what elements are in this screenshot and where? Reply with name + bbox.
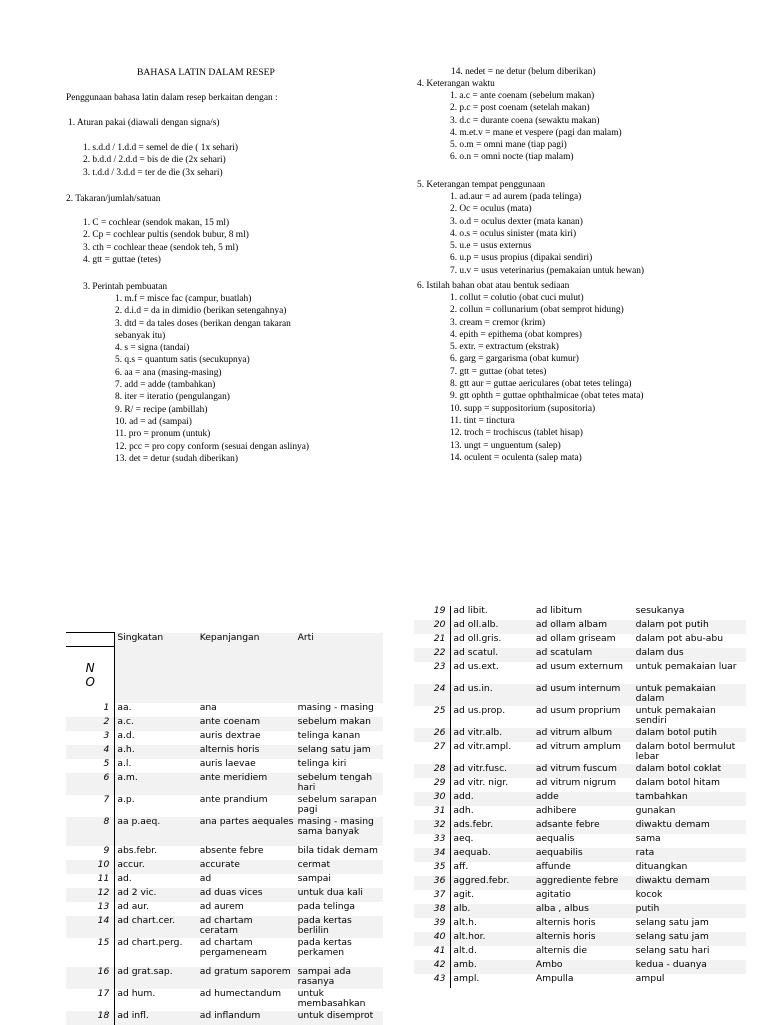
list-item: 3. cth = cochlear theae (sendok teh, 5 ml) xyxy=(83,242,239,253)
table-row xyxy=(414,960,746,974)
table-row xyxy=(414,834,746,848)
expansion-cell: ante coenam xyxy=(198,717,296,731)
table-row xyxy=(414,848,746,862)
intro-text: Penggunaan bahasa latin dalam resep berkaitan dengan : xyxy=(66,93,278,103)
list-item: 6. o.n = omni nocte (tiap malam) xyxy=(450,152,574,163)
row-number: 15 xyxy=(97,936,110,948)
table-row xyxy=(414,974,746,988)
row-number: 12 xyxy=(66,888,115,902)
expansion-cell: ad ollam albam xyxy=(534,620,634,634)
meaning-cell: selang satu jam xyxy=(634,932,746,946)
header-kepanjangan: Kepanjangan xyxy=(198,633,296,647)
list-item: 11. pro = pronum (untuk) xyxy=(115,429,211,440)
meaning-cell: dalam botol bermulut lebar xyxy=(635,741,736,763)
abbreviation-cell: alb. xyxy=(451,904,534,918)
row-number: 32 xyxy=(414,820,451,834)
list-item: 4. o.s = oculus sinister (mata kiri) xyxy=(450,228,577,239)
row-number: 39 xyxy=(433,917,446,928)
expansion-cell: ad vitrum fuscum xyxy=(534,764,634,778)
meaning-cell: masing - masing xyxy=(297,701,374,713)
table-row xyxy=(414,918,746,932)
abbreviation-cell: ad libit. xyxy=(451,606,534,620)
meaning-cell: sesukanya xyxy=(635,605,685,616)
list-item: 2. Oc = oculus (mata) xyxy=(450,204,532,215)
meaning-cell: dalam pot putih xyxy=(634,620,746,634)
row-number: 38 xyxy=(414,904,451,918)
row-number: 22 xyxy=(414,648,451,662)
table-row xyxy=(66,717,383,731)
row-number: 9 xyxy=(103,844,110,856)
list-item: 13. det = detur (sudah diberikan) xyxy=(115,453,238,464)
list-item: 3. d.c = durante coena (sewaktu makan) xyxy=(450,115,600,126)
table-row xyxy=(66,967,383,989)
header-no: N O xyxy=(66,647,115,703)
row-number: 17 xyxy=(97,987,110,999)
expansion-cell: aequalis xyxy=(535,833,575,844)
row-number: 31 xyxy=(433,805,446,816)
expansion-cell: ana partes aequales xyxy=(198,817,296,846)
section-heading: 3. Perintah pembuatan xyxy=(83,282,168,292)
table-row xyxy=(414,706,746,728)
abbreviation-cell: a.m. xyxy=(115,773,198,795)
abbreviation-cell: ads.febr. xyxy=(451,820,534,834)
table-row xyxy=(414,820,746,834)
meaning-cell: rata xyxy=(634,848,746,862)
meaning-cell: dalam botol hitam xyxy=(635,777,720,788)
list-item: 2. Cp = cochlear pultis (sendok bubur, 8 ml) xyxy=(83,230,249,241)
abbreviation-cell: ad aur. xyxy=(115,902,198,916)
table-row xyxy=(414,728,746,742)
abbreviation-cell: a.d. xyxy=(115,731,198,745)
row-number: 29 xyxy=(433,777,446,788)
list-item: 2. b.d.d / 2.d.d = bis de die (2x sehari) xyxy=(83,155,226,166)
expansion-cell: adhibere xyxy=(535,805,577,816)
list-item: 14. nedet = ne detur (belum diberikan) xyxy=(451,67,596,77)
section2-list xyxy=(83,217,249,266)
section-heading: 4. Keterangan waktu xyxy=(417,79,495,89)
expansion-cell: accurate xyxy=(198,860,296,874)
row-number: 37 xyxy=(433,889,446,900)
list-item: 1. collut = colutio (obat cuci mulut) xyxy=(450,293,584,303)
expansion-cell: absente febre xyxy=(199,844,264,856)
expansion-cell: ad humectandum xyxy=(199,987,282,999)
list-item: 5. q.s = quantum satis (secukupnya) xyxy=(115,355,250,366)
expansion-cell: auris dextrae xyxy=(199,729,261,741)
abbreviation-cell: abs.febr. xyxy=(115,846,198,860)
meaning-cell: telinga kanan xyxy=(297,729,361,741)
table-row xyxy=(414,606,746,620)
row-number: 42 xyxy=(414,960,451,974)
expansion-cell: ante meridiem xyxy=(198,773,296,795)
abbreviation-cell: amb. xyxy=(451,960,534,974)
table-row xyxy=(66,989,383,1011)
row-number: 18 xyxy=(66,1011,115,1025)
section6-list xyxy=(450,292,644,464)
table-row xyxy=(414,904,746,918)
row-number: 6 xyxy=(66,773,115,795)
list-item: 10. ad = ad (sampai) xyxy=(115,416,192,427)
table-row xyxy=(414,890,746,904)
list-item: 6. u.p = usus propius (dipakai sendiri) xyxy=(450,253,593,264)
list-item: 12. troch = trochiscus (tablet hisap) xyxy=(450,428,583,439)
meaning-cell: ampul xyxy=(635,973,665,984)
abbreviation-cell: ad vitr. nigr. xyxy=(451,778,534,792)
list-item: 6. aa = ana (masing-masing) xyxy=(115,367,222,378)
meaning-cell: diwaktu demam xyxy=(634,876,746,890)
section-heading: 6. Istilah bahan obat atau bentuk sediaan xyxy=(417,281,570,291)
abbreviation-cell: ad infl. xyxy=(115,1011,198,1025)
table-row xyxy=(414,742,746,764)
meaning-cell: sampai ada rasanya xyxy=(296,967,383,989)
meaning-cell: dalam botol putih xyxy=(634,728,746,742)
abbreviation-cell: aff. xyxy=(451,862,534,876)
list-item: 3. dtd = da tales doses (berikan dengan takaran xyxy=(115,318,291,329)
abbreviation-cell: accur. xyxy=(115,860,198,874)
expansion-cell: ad usum proprium xyxy=(535,705,621,716)
meaning-cell: untuk pemakaian dalam xyxy=(634,684,746,706)
list-item: 1. a.c = ante coenam (sebelum makan) xyxy=(450,91,595,101)
expansion-cell: ad usum externum xyxy=(535,661,623,672)
meaning-cell: tambahkan xyxy=(634,792,746,806)
abbreviation-cell: adh. xyxy=(451,806,534,820)
table-row xyxy=(414,932,746,946)
abbreviation-cell: ad chart.cer. xyxy=(115,916,198,938)
list-item: 2. d.i.d = da in dimidio (berikan setengahnya) xyxy=(115,306,287,317)
row-number: 11 xyxy=(97,872,110,884)
abbreviation-cell: ad vitr.ampl. xyxy=(451,742,534,764)
abbreviation-cell: ad grat.sap. xyxy=(115,967,198,989)
meaning-cell: pada kertas perkamen xyxy=(297,936,352,958)
row-number: 28 xyxy=(414,764,451,778)
expansion-cell: ad chartam ceratam xyxy=(198,916,296,938)
abbreviation-cell: add. xyxy=(451,792,534,806)
expansion-cell: ad gratum saporem xyxy=(198,967,296,989)
expansion-cell: ad ollam griseam xyxy=(535,633,616,644)
expansion-cell: adsante febre xyxy=(534,820,634,834)
abbreviation-cell: aeq. xyxy=(451,834,534,848)
list-item: 8. gtt aur = guttae aericulares (obat tetes telinga) xyxy=(450,379,632,390)
expansion-cell: ana xyxy=(199,701,217,713)
list-item: 1. C = cochlear (sendok makan, 15 ml) xyxy=(83,218,230,228)
expansion-cell: ad xyxy=(199,872,212,884)
row-number: 30 xyxy=(414,792,451,806)
list-item: 1. ad.aur = ad aurem (pada telinga) xyxy=(450,192,582,202)
meaning-cell: untuk membasahkan xyxy=(297,987,366,1009)
abbreviation-cell: ad hum. xyxy=(115,989,198,1011)
list-item: 9. R/ = recipe (ambillah) xyxy=(115,404,208,415)
table-row xyxy=(414,648,746,662)
abbreviation-cell: ad vitr.fusc. xyxy=(451,764,534,778)
expansion-cell: alba , albus xyxy=(534,904,634,918)
meaning-cell: sampai xyxy=(297,872,331,884)
abbreviation-cell: alt.hor. xyxy=(451,932,534,946)
list-item: 3. t.d.d / 3.d.d = ter de die (3x sehari) xyxy=(83,167,223,178)
meaning-cell: sebelum sarapan pagi xyxy=(297,793,377,815)
table-row xyxy=(66,795,383,817)
row-number: 41 xyxy=(433,945,446,956)
abbreviation-cell: ad us.prop. xyxy=(451,706,534,728)
expansion-cell: alternis die xyxy=(535,945,588,956)
meaning-cell: pada kertas berlilin xyxy=(296,916,383,938)
table-row xyxy=(414,764,746,778)
meaning-cell: putih xyxy=(634,904,746,918)
table-row xyxy=(414,806,746,820)
abbreviation-cell: ad 2 vic. xyxy=(115,888,198,902)
section1-list xyxy=(83,142,238,179)
abbreviation-cell: a.h. xyxy=(115,745,198,759)
table-row xyxy=(66,773,383,795)
abbreviation-cell: aequab. xyxy=(451,848,534,862)
meaning-cell: dalam botol coklat xyxy=(634,764,746,778)
expansion-cell: ante prandium xyxy=(199,793,268,805)
abbreviation-cell: a.l. xyxy=(115,759,198,773)
list-item: 3. o.d = oculus dexter (mata kanan) xyxy=(450,216,583,227)
meaning-cell: pada telinga xyxy=(297,900,356,912)
expansion-cell: ad vitrum amplum xyxy=(535,741,622,752)
row-number: 33 xyxy=(433,833,446,844)
table-row xyxy=(66,888,383,902)
abbreviation-cell: ad us.in. xyxy=(451,684,534,706)
expansion-cell: alternis horis xyxy=(534,932,634,946)
expansion-cell: ad libitum xyxy=(535,605,583,616)
expansion-cell: alternis horis xyxy=(535,917,596,928)
expansion-cell: aggrediente febre xyxy=(534,876,634,890)
meaning-cell: untuk pemakaian sendiri xyxy=(635,705,716,727)
row-number: 7 xyxy=(103,793,110,805)
list-item: 2. collun = collunarium (obat semprot hidung) xyxy=(450,305,624,316)
header-singkatan: Singkatan xyxy=(115,633,198,647)
row-number: 24 xyxy=(414,684,451,706)
expansion-cell: ad chartam pergameneam xyxy=(199,936,267,958)
meaning-cell: telinga kiri xyxy=(297,757,347,769)
meaning-cell: untuk disemprot xyxy=(296,1011,383,1025)
list-item: 3. cream = cremor (krim) xyxy=(450,317,546,328)
row-number: 20 xyxy=(414,620,451,634)
table-row xyxy=(414,876,746,890)
list-item: 12. pcc = pro copy conform (sesuai dengan aslinya) xyxy=(115,441,310,452)
table-row xyxy=(66,902,383,916)
list-item: 7. u.v = usus veterinarius (pemakaian untuk hewan) xyxy=(450,265,645,276)
list-item: 13. ungt = unguentum (salep) xyxy=(450,440,561,451)
list-item: 4. gtt = guttae (tetes) xyxy=(83,254,161,265)
meaning-cell: untuk pemakaian luar xyxy=(635,661,737,672)
row-number: 1 xyxy=(103,701,110,713)
table-row xyxy=(66,860,383,874)
meaning-cell: dalam pot abu-abu xyxy=(635,633,724,644)
list-item: 4. epith = epithema (obat kompres) xyxy=(450,329,582,340)
meaning-cell: sebelum tengah hari xyxy=(296,773,383,795)
expansion-cell: ad scatulam xyxy=(534,648,634,662)
table-row xyxy=(66,759,383,773)
list-item: 1. m.f = misce fac (campur, buatlah) xyxy=(115,294,252,304)
abbreviation-cell: agit. xyxy=(451,890,534,904)
list-item: 7. gtt = guttae (obat tetes) xyxy=(450,366,547,377)
table-row xyxy=(66,703,383,717)
table-row xyxy=(66,817,383,846)
row-number: 13 xyxy=(97,900,110,912)
expansion-cell: adde xyxy=(534,792,634,806)
row-number: 14 xyxy=(66,916,115,938)
document-title: BAHASA LATIN DALAM RESEP xyxy=(137,67,275,78)
list-item: 5. u.e = usus externus xyxy=(450,241,532,252)
row-number: 26 xyxy=(414,728,451,742)
table-row xyxy=(414,778,746,792)
list-item: 1. s.d.d / 1.d.d = semel de die ( 1x sehari) xyxy=(83,143,238,153)
table-row xyxy=(414,620,746,634)
list-item: 2. p.c = post coenam (setelah makan) xyxy=(450,103,590,114)
row-number: 36 xyxy=(414,876,451,890)
abbreviation-cell: a.c. xyxy=(115,717,198,731)
meaning-cell: gunakan xyxy=(635,805,676,816)
abbreviation-table-left xyxy=(66,632,383,1025)
expansion-cell: aequabilis xyxy=(534,848,634,862)
list-item: 5. extr. = extractum (ekstrak) xyxy=(450,342,559,353)
list-item: 6. garg = gargarisma (obat kumur) xyxy=(450,354,579,365)
expansion-cell: ad aurem xyxy=(199,900,244,912)
row-number: 21 xyxy=(433,633,446,644)
list-item: 8. iter = iteratio (pengulangan) xyxy=(115,392,230,403)
row-number: 4 xyxy=(66,745,115,759)
expansion-cell: alternis horis xyxy=(198,745,296,759)
row-number: 25 xyxy=(433,705,446,716)
row-number: 40 xyxy=(414,932,451,946)
meaning-cell: dituangkan xyxy=(635,861,688,872)
meaning-cell: diwaktu demam xyxy=(634,820,746,834)
abbreviation-table-right xyxy=(414,606,746,988)
abbreviation-cell: ad oll.alb. xyxy=(451,620,534,634)
abbreviation-cell: ampl. xyxy=(451,974,534,988)
table-row xyxy=(66,874,383,888)
abbreviation-cell: ad oll.gris. xyxy=(451,634,534,648)
list-item: 7. add = adde (tambahkan) xyxy=(115,380,216,391)
row-number: 23 xyxy=(433,661,446,672)
section3-list xyxy=(115,293,309,465)
expansion-cell: ad vitrum album xyxy=(534,728,634,742)
table-row xyxy=(66,938,383,967)
abbreviation-cell: ad chart.perg. xyxy=(115,938,198,967)
meaning-cell: bila tidak demam xyxy=(297,844,378,856)
expansion-cell: agitatio xyxy=(535,889,571,900)
section4-list xyxy=(450,90,622,164)
row-number: 3 xyxy=(103,729,110,741)
table-row xyxy=(66,916,383,938)
abbreviation-cell: a.p. xyxy=(115,795,198,817)
table-row xyxy=(66,745,383,759)
meaning-cell: cermat xyxy=(296,860,383,874)
section5-list xyxy=(450,191,644,277)
expansion-cell: auris laevae xyxy=(199,757,256,769)
expansion-cell: ad duas vices xyxy=(198,888,296,902)
abbreviation-cell: alt.h. xyxy=(451,918,534,932)
row-number: 43 xyxy=(433,973,446,984)
table-row xyxy=(66,846,383,860)
meaning-cell: kocok xyxy=(635,889,663,900)
abbreviation-cell: aa. xyxy=(115,703,198,717)
expansion-cell: Ampulla xyxy=(535,973,574,984)
row-number: 8 xyxy=(66,817,115,846)
abbreviation-cell: aa p.aeq. xyxy=(115,817,198,846)
expansion-cell: ad vitrum nigrum xyxy=(535,777,617,788)
list-item: 14. oculent = oculenta (salep mata) xyxy=(450,452,582,463)
meaning-cell: sebelum makan xyxy=(296,717,383,731)
row-number: 10 xyxy=(66,860,115,874)
table-row xyxy=(66,731,383,745)
row-number: 19 xyxy=(433,605,446,616)
expansion-cell: ad usum internum xyxy=(534,684,634,706)
table-row xyxy=(66,1011,383,1025)
meaning-cell: selang satu hari xyxy=(635,945,710,956)
row-number: 5 xyxy=(103,757,110,769)
abbreviation-cell: aggred.febr. xyxy=(451,876,534,890)
expansion-cell: ad inflandum xyxy=(198,1011,296,1025)
meaning-cell: dalam dus xyxy=(634,648,746,662)
list-item: 9. gtt ophth = guttae ophthalmicae (obat tetes mata) xyxy=(450,391,644,402)
abbreviation-cell: ad. xyxy=(115,874,198,888)
table-row xyxy=(414,684,746,706)
list-item: sebanyak itu) xyxy=(115,330,166,341)
meaning-cell: masing - masing sama banyak xyxy=(296,817,383,846)
meaning-cell: sama xyxy=(635,833,661,844)
meaning-cell: selang satu jam xyxy=(296,745,383,759)
list-item: 5. o.m = omni mane (tiap pagi) xyxy=(450,140,567,151)
section-heading: 1. Aturan pakai (diawali dengan signa/s) xyxy=(68,118,220,128)
row-number: 34 xyxy=(414,848,451,862)
list-item: 11. tint = tinctura xyxy=(450,415,515,426)
abbreviation-cell: ad us.ext. xyxy=(451,662,534,684)
row-number: 2 xyxy=(66,717,115,731)
section-heading: 2. Takaran/jumlah/satuan xyxy=(66,194,161,204)
expansion-cell: Ambo xyxy=(534,960,634,974)
header-arti: Arti xyxy=(296,633,383,647)
table-row xyxy=(414,862,746,876)
table-row xyxy=(414,662,746,684)
list-item: 4. m.et.v = mane et vespere (pagi dan malam) xyxy=(450,127,622,138)
expansion-cell: affunde xyxy=(535,861,571,872)
meaning-cell: kedua - duanya xyxy=(634,960,746,974)
list-item: 10. supp = suppositorium (supositoria) xyxy=(450,403,596,414)
row-number: 16 xyxy=(66,967,115,989)
abbreviation-cell: ad vitr.alb. xyxy=(451,728,534,742)
abbreviation-cell: ad scatul. xyxy=(451,648,534,662)
table-row xyxy=(414,946,746,960)
meaning-cell: untuk dua kali xyxy=(296,888,383,902)
table-row xyxy=(414,792,746,806)
abbreviation-cell: alt.d. xyxy=(451,946,534,960)
row-number: 27 xyxy=(433,741,446,752)
table-row xyxy=(414,634,746,648)
meaning-cell: selang satu jam xyxy=(635,917,709,928)
list-item: 4. s = signa (tandai) xyxy=(115,343,190,354)
row-number: 35 xyxy=(433,861,446,872)
section-heading: 5. Keterangan tempat penggunaan xyxy=(417,180,546,190)
